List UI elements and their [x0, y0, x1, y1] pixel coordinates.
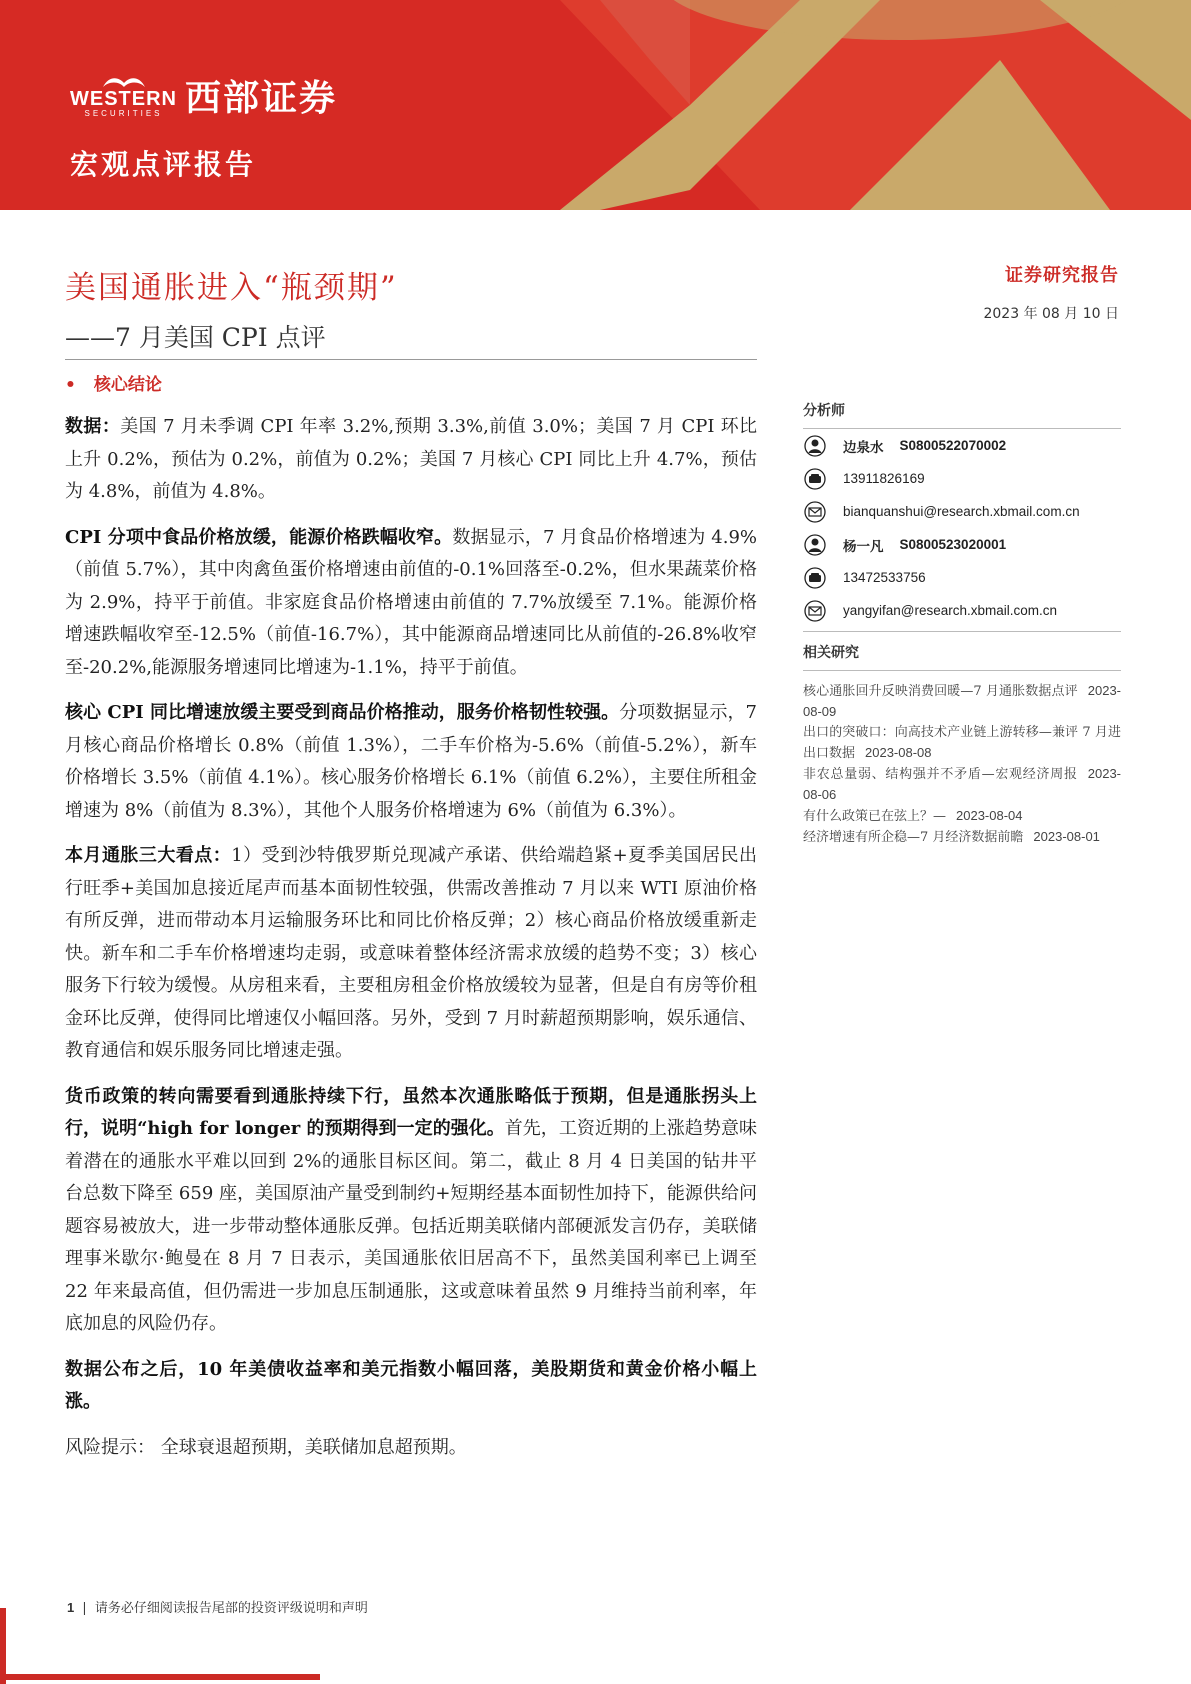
paragraph-lead: 数据公布之后，10 年美债收益率和美元指数小幅回落，美股期货和黄金价格小幅上涨。 — [65, 1358, 757, 1412]
related-title: 非农总量弱、结构强并不矛盾—宏观经济周报 — [803, 767, 1078, 782]
logo-english: WESTERN — [70, 87, 177, 110]
report-date: 2023 年 08 月 10 日 — [983, 306, 1119, 322]
analyst-cert: S0800523020001 — [899, 537, 1007, 552]
bullet-icon: • — [65, 375, 76, 395]
footer-separator: | — [82, 1601, 87, 1616]
related-heading: 相关研究 — [803, 631, 1121, 671]
analyst-name: 杨一凡 — [843, 538, 884, 555]
email-icon — [803, 500, 827, 524]
related-title: 经济增速有所企稳—7 月经济数据前瞻 — [803, 830, 1024, 845]
footer-disclaimer — [67, 1597, 368, 1616]
analyst-row — [803, 561, 1121, 594]
analyst-row — [803, 594, 1121, 627]
report-meta — [983, 261, 1119, 323]
logo-chinese: 西部证券 — [185, 78, 338, 119]
analyst-phone[interactable]: 13911826169 — [843, 471, 925, 486]
paragraph-core-cpi — [65, 697, 757, 827]
paragraph-body: 首先，工资近期的上涨趋势意味着潜在的通胀水平难以回到 2%的通胀目标区间。第二，截止 8 月 4 日美国的钻井平台总数下降至 659 座，美国原油产量受到制约+短期经基本面韧性加持下，能源供给问题容易被放大，进一步带动整体通胀反弹。包括近期美联储内部硬派发言仍存，美联储理事米歇尔·鲍曼在 8 月 7 日表示，美国通胀依旧居高不下，虽然美国利率已上调至 22 年来最高值，但仍需进一步加息压制通胀，这或意味着虽然 9 月维持当前利率，年底加息的风险仍存。 — [65, 1118, 758, 1334]
title-divider — [65, 359, 757, 360]
sidebar — [803, 400, 1121, 848]
header-banner — [0, 0, 1191, 210]
page-subtitle: ——7 月美国 CPI 点评 — [65, 323, 326, 352]
email-icon — [803, 599, 827, 623]
bull-horns-icon — [101, 73, 147, 89]
paragraph-lead: 本月通胀三大看点： — [65, 845, 232, 866]
report-type: 宏观点评报告 — [70, 148, 257, 181]
analyst-cert: S0800522070002 — [899, 438, 1007, 453]
phone-icon — [803, 467, 827, 491]
analyst-email[interactable]: bianquanshui@research.xbmail.com.cn — [843, 504, 1080, 519]
paragraph-market-reaction — [65, 1354, 757, 1419]
paragraph-lead: 货币政策的转向需要看到通胀持续下行，虽然本次通胀略低于预期，但是通胀拐头上行，说明“high for longer 的预期得到一定的强化。 — [65, 1085, 757, 1139]
analyst-phone[interactable]: 13472533756 — [843, 570, 926, 585]
paragraph-body: 1）受到沙特俄罗斯兑现减产承诺、供给端趋紧+夏季美国居民出行旺季+美国加息接近尾声而基本面韧性较强，供需改善推动 7 月以来 WTI 原油价格有所反弹，进而带动本月运输服务环比和同比价格反弹；2）核心商品价格放缓重新走快。新车和二手车价格增速均走弱，或意味着整体经济需求放缓的趋势不变；3）核心服务下行较为缓慢。从房租来看，主要租房租金价格放缓较为显著，但是自有房等价租金环比反弹，使得同比增速仅小幅回落。另外，受到 7 月时薪超预期影响，娱乐通信、教育通信和娱乐服务同比增速走强。 — [65, 845, 757, 1061]
page-title: 美国通胀进入“瓶颈期” — [65, 270, 398, 306]
paragraph-body: 数据显示，7 月食品价格增速为 4.9%（前值 5.7%），其中肉禽鱼蛋价格增速由前值的-0.1%回落至-0.2%，但水果蔬菜价格为 2.9%，持平于前值。非家庭食品价格增速由前值的 7.7%放缓至 7.1%。能源价格增速跌幅收窄至-12.5%（前值-16.7%），其中能源商品增速同比从前值的-26.8%收窄至-20.2%,能源服务增速同比增速为-1.1%，持平于前值。 — [65, 526, 758, 678]
paragraph-cpi-components — [65, 522, 757, 685]
related-item[interactable] — [803, 764, 1121, 806]
related-list — [803, 681, 1121, 848]
page-number: 1 — [67, 1600, 75, 1615]
related-date: 2023-08-06 — [803, 766, 1121, 802]
main-content — [65, 411, 757, 1477]
report-kind: 证券研究报告 — [1005, 265, 1119, 286]
paragraph-risk — [65, 1432, 757, 1465]
analyst-name: 边泉水 — [843, 439, 884, 456]
related-item[interactable] — [803, 681, 1121, 723]
footer-text: 请务必仔细阅读报告尾部的投资评级说明和声明 — [94, 1601, 368, 1616]
related-date: 2023-08-09 — [803, 683, 1121, 719]
phone-icon — [803, 566, 827, 590]
related-date: 2023-08-04 — [956, 808, 1023, 823]
analyst-row — [803, 528, 1121, 561]
core-conclusion-label: 核心结论 — [93, 375, 162, 395]
logo-subtitle: SECURITIES — [84, 108, 163, 118]
related-date: 2023-08-01 — [1033, 829, 1100, 844]
paragraph-lead: 核心 CPI 同比增速放缓主要受到商品价格推动，服务价格韧性较强。 — [65, 702, 620, 723]
related-title: 核心通胀回升反映消费回暖—7 月通胀数据点评 — [803, 684, 1078, 699]
paragraph-body: 分项数据显示，7 月核心商品价格增长 0.8%（前值 1.3%），二手车价格为-5.6%（前值-5.2%），新车价格增长 3.5%（前值 4.1%）。核心服务价格增长 6.1%（前值 6.2%），主要住所租金增速为 8%（前值为 8.3%），其他个人服务价格增速为 6%（前值为 6.3%）。 — [65, 702, 757, 821]
paragraph-data — [65, 411, 757, 509]
paragraph-lead: CPI 分项中食品价格放缓，能源价格跌幅收窄。 — [65, 526, 453, 548]
analyst-row — [803, 429, 1121, 462]
related-item[interactable] — [803, 723, 1121, 764]
paragraph-monetary-policy — [65, 1081, 757, 1341]
person-icon — [803, 434, 827, 458]
analyst-row — [803, 462, 1121, 495]
brand-logo — [70, 70, 337, 121]
related-title: 有什么政策已在弦上？— — [803, 809, 947, 824]
related-item[interactable] — [803, 827, 1121, 848]
analyst-heading: 分析师 — [803, 400, 1121, 429]
paragraph-lead: 数据： — [65, 416, 121, 437]
paragraph-body: 风险提示： 全球衰退超预期，美联储加息超预期。 — [65, 1436, 467, 1458]
paragraph-highlights — [65, 840, 757, 1068]
corner-mark-horizontal — [0, 1674, 320, 1680]
corner-mark-vertical — [0, 1608, 6, 1684]
paragraph-body: 美国 7 月未季调 CPI 年率 3.2%,预期 3.3%,前值 3.0%；美国 7 月 CPI 环比上升 0.2%，预估为 0.2%，前值为 0.2%；美国 7 月核心 CPI 同比上升 4.7%，预估为 4.8%，前值为 4.8%。 — [65, 416, 757, 502]
related-title: 出口的突破口：向高技术产业链上游转移—兼评 7 月进出口数据 — [803, 725, 1121, 761]
related-research — [803, 631, 1121, 848]
core-conclusion-heading — [65, 370, 162, 395]
related-date: 2023-08-08 — [865, 745, 932, 760]
related-item[interactable] — [803, 806, 1121, 827]
analyst-row — [803, 495, 1121, 528]
analyst-email[interactable]: yangyifan@research.xbmail.com.cn — [843, 603, 1058, 618]
person-icon — [803, 533, 827, 557]
